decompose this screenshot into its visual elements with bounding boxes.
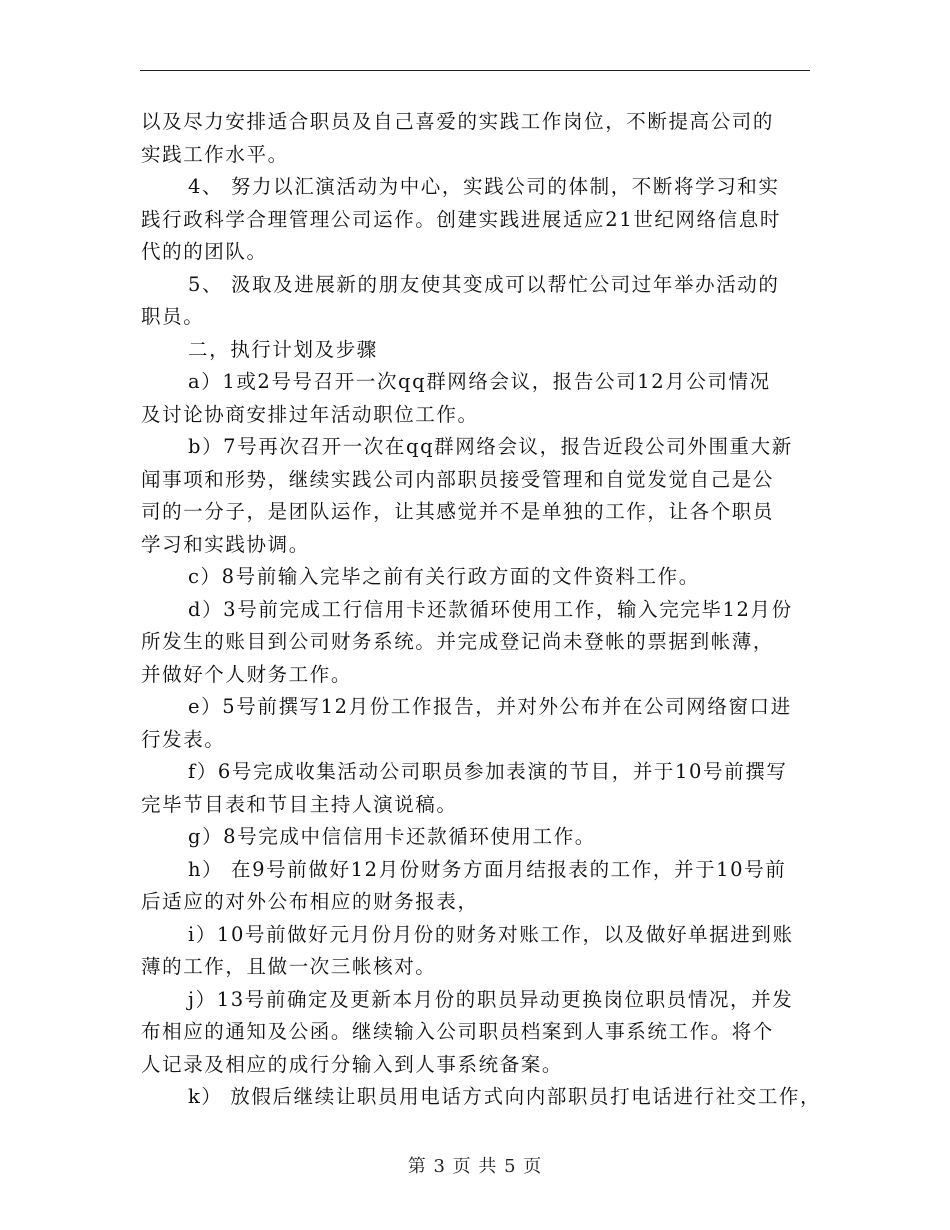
document-body bbox=[141, 106, 821, 1114]
header-rule bbox=[140, 70, 810, 71]
paragraph-step-k bbox=[141, 1081, 821, 1114]
text-line: 4、 努力以汇演活动为中心，实践公司的体制，不断将学习和实 bbox=[188, 175, 780, 198]
text-line: a）1或2号号召开一次qq群网络会议，报告公司12月公司情况 bbox=[188, 370, 771, 393]
text-line: 践行政科学合理管理公司运作。创建实践进展适应21世纪网络信息时 bbox=[141, 207, 781, 231]
text-line: 并做好个人财务工作。 bbox=[141, 662, 353, 686]
text-line: 代的的团队。 bbox=[141, 240, 268, 263]
text-line: 实践工作水平。 bbox=[141, 142, 289, 166]
text-line: g）8号完成中信信用卡还款循环使用工作。 bbox=[188, 825, 596, 848]
paragraph-section-2 bbox=[141, 334, 821, 367]
text-line: d）3号前完成工行信用卡还款循环使用工作，输入完完毕12月份 bbox=[188, 597, 793, 621]
text-line: 以及尽力安排适合职员及自己喜爱的实践工作岗位，不断提高公司的 bbox=[141, 110, 775, 133]
text-line: h） 在9号前做好12月份财务方面月结报表的工作，并于10号前 bbox=[188, 857, 787, 881]
text-line: 薄的工作，且做一次三帐核对。 bbox=[141, 955, 437, 978]
paragraph-step-g bbox=[141, 821, 821, 854]
text-line: 司的一分子，是团队运作，让其感觉并不是单独的工作，让各个职员 bbox=[141, 500, 775, 523]
text-line: 二，执行计划及步骤 bbox=[188, 337, 378, 361]
text-line: k） 放假后继续让职员用电话方式向内部职员打电话进行社交工作， bbox=[188, 1085, 822, 1108]
text-line: b）7号再次召开一次在qq群网络会议，报告近段公司外围重大新 bbox=[188, 435, 793, 458]
paragraph-item-5 bbox=[141, 269, 821, 334]
paragraph-step-d bbox=[141, 594, 821, 692]
text-line: 及讨论协商安排过年活动职位工作。 bbox=[141, 402, 479, 426]
text-line: 行发表。 bbox=[141, 727, 226, 751]
text-line: i）10号前做好元月份月份的财务对账工作，以及做好单据进到账 bbox=[188, 922, 794, 946]
paragraph-step-a bbox=[141, 366, 821, 431]
page-number-footer: 第 3 页 共 5 页 bbox=[407, 1156, 543, 1177]
text-line: 学习和实践协调。 bbox=[141, 532, 310, 556]
paragraph-step-c bbox=[141, 561, 821, 594]
text-line: e）5号前撰写12月份工作报告，并对外公布并在公司网络窗口进 bbox=[188, 695, 792, 718]
paragraph-step-f bbox=[141, 756, 821, 821]
text-line: 职员。 bbox=[141, 305, 205, 328]
paragraph-step-j bbox=[141, 984, 821, 1082]
text-line: f）6号完成收集活动公司职员参加表演的节目，并于10号前撰写 bbox=[188, 760, 788, 783]
paragraph-step-i bbox=[141, 919, 821, 984]
paragraph-continued bbox=[141, 106, 821, 171]
text-line: 完毕节目表和节目主持人演说稿。 bbox=[141, 792, 458, 816]
text-line: 后适应的对外公布相应的财务报表， bbox=[141, 890, 479, 913]
text-line: 5、 汲取及进展新的朋友使其变成可以帮忙公司过年举办活动的 bbox=[188, 272, 780, 296]
paragraph-step-b bbox=[141, 431, 821, 561]
text-line: 所发生的账目到公司财务系统。并完成登记尚未登帐的票据到帐薄， bbox=[141, 630, 775, 653]
paragraph-item-4 bbox=[141, 171, 821, 269]
text-line: 闻事项和形势，继续实践公司内部职员接受管理和自觉发觉自己是公 bbox=[141, 467, 775, 491]
text-line: 人记录及相应的成行分输入到人事系统备案。 bbox=[141, 1052, 564, 1076]
text-line: c）8号前输入完毕之前有关行政方面的文件资料工作。 bbox=[188, 565, 700, 588]
text-line: j）13号前确定及更新本月份的职员异动更换岗位职员情况，并发 bbox=[188, 987, 794, 1011]
text-line: 布相应的通知及公函。继续输入公司职员档案到人事系统工作。将个 bbox=[141, 1020, 775, 1043]
paragraph-step-e bbox=[141, 691, 821, 756]
paragraph-step-h bbox=[141, 854, 821, 919]
